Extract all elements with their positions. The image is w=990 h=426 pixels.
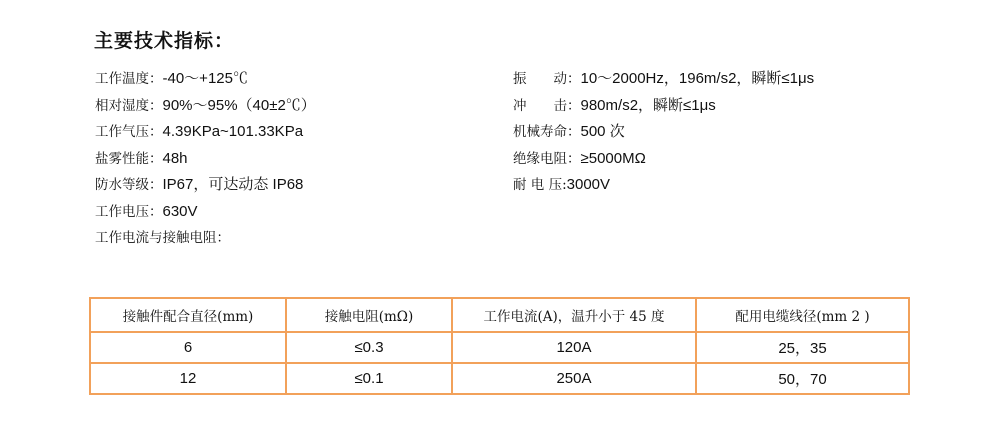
- table-cell: 50，70: [696, 363, 909, 394]
- table-cell: ≤0.3: [286, 332, 452, 363]
- spec-label: 防水等级：: [95, 177, 163, 193]
- spec-label: 工作温度：: [95, 71, 163, 87]
- spec-label: 机械寿命：: [513, 124, 581, 140]
- column-header: 接触电阻(mΩ): [286, 298, 452, 332]
- spec-label: 工作气压：: [95, 124, 163, 140]
- spec-value: -40～+125℃: [162, 70, 248, 87]
- right-spec-list: [513, 66, 814, 199]
- table-cell: 25，35: [696, 332, 909, 363]
- table-cell: 120A: [452, 332, 696, 363]
- column-header: 接触件配合直径(mm): [90, 298, 286, 332]
- spec-item: [513, 66, 814, 93]
- spec-value: IP67，可达动态 IP68: [162, 176, 304, 193]
- spec-item: [513, 146, 814, 173]
- column-header: 工作电流(A)，温升小于 45 度: [452, 298, 696, 332]
- spec-item: [95, 146, 316, 173]
- left-spec-list: [95, 66, 316, 252]
- spec-value: 90%～95%（40±2℃）: [162, 96, 316, 114]
- spec-value: 980m/s2，瞬断≤1μs: [580, 96, 716, 114]
- spec-value: ≥5000MΩ: [580, 149, 646, 167]
- spec-item: [513, 93, 814, 120]
- spec-value: 3000V: [566, 176, 611, 193]
- spec-label: 工作电流与接触电阻：: [95, 230, 230, 246]
- spec-label: 耐 电 压:: [513, 177, 567, 193]
- spec-label: 冲 击：: [513, 97, 581, 114]
- spec-item: [513, 172, 814, 199]
- spec-item: [95, 119, 316, 146]
- spec-value: 500 次: [580, 123, 625, 140]
- spec-value: 48h: [162, 149, 188, 167]
- table-row: [90, 363, 909, 394]
- spec-item: [95, 66, 316, 93]
- spec-label: 绝缘电阻：: [513, 150, 581, 167]
- spec-label: 盐雾性能：: [95, 150, 163, 167]
- page-title: 主要技术指标：: [94, 30, 235, 52]
- spec-value: 4.39KPa~101.33KPa: [162, 123, 304, 140]
- table-header-row: [90, 298, 909, 332]
- spec-label: 振 动：: [513, 71, 581, 87]
- spec-item: [95, 225, 316, 252]
- table-cell: 12: [90, 363, 286, 394]
- spec-item: [95, 199, 316, 226]
- spec-value: 630V: [162, 202, 198, 220]
- table-cell: 6: [90, 332, 286, 363]
- column-header: 配用电缆线径(mm 2 ): [696, 298, 909, 332]
- spec-item: [513, 119, 814, 146]
- current-resistance-table: [89, 297, 910, 395]
- spec-item: [95, 93, 316, 120]
- table-row: [90, 332, 909, 363]
- table-cell: ≤0.1: [286, 363, 452, 394]
- spec-label: 相对湿度：: [95, 97, 163, 114]
- spec-value: 10～2000Hz，196m/s2，瞬断≤1μs: [580, 70, 815, 87]
- spec-label: 工作电压：: [95, 203, 163, 220]
- table-cell: 250A: [452, 363, 696, 394]
- spec-item: [95, 172, 316, 199]
